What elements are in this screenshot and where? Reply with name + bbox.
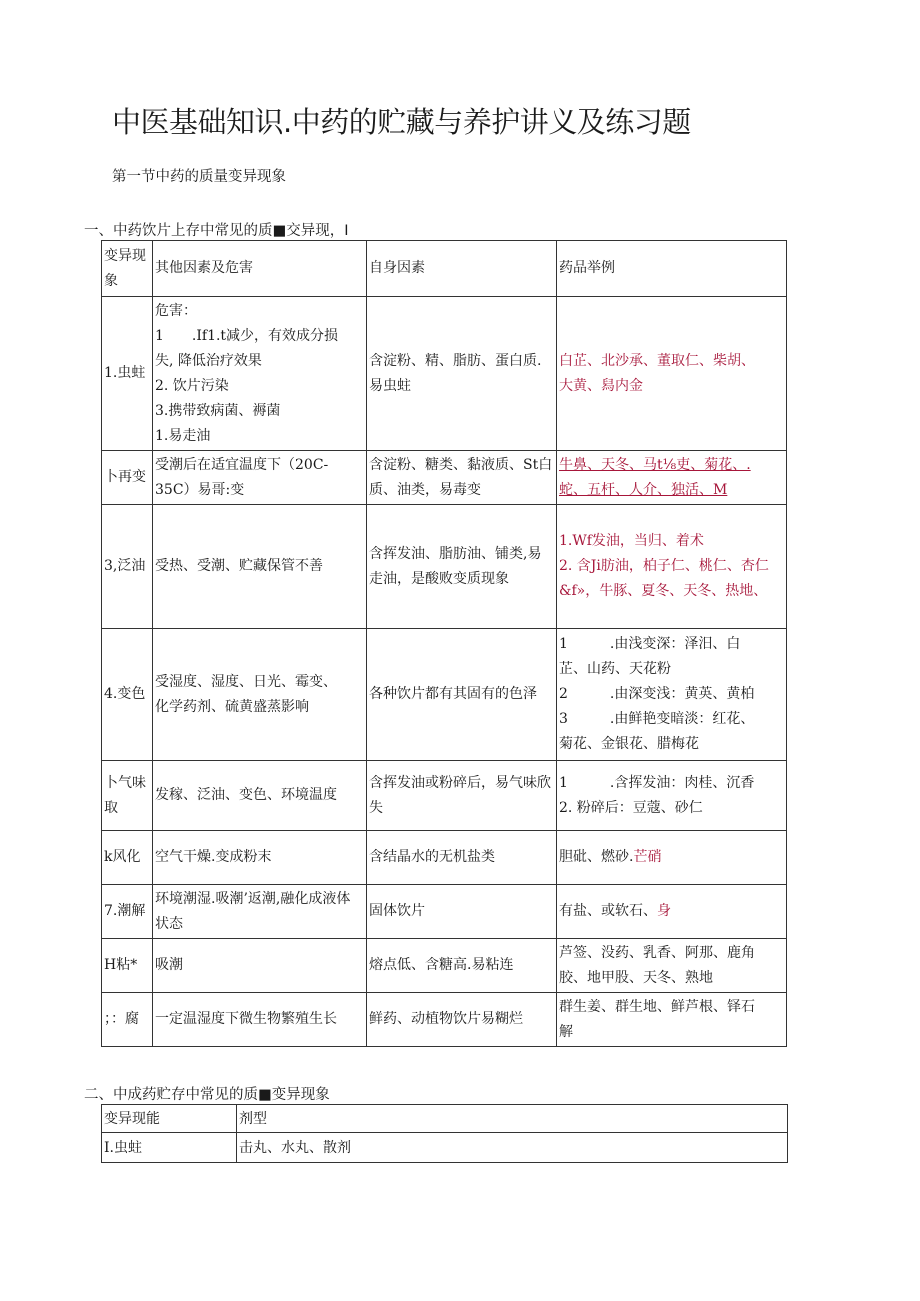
examples-cell [557,993,787,1047]
example-text-highlight: 身 [657,903,671,919]
factor-line: 受湿度、湿度、日光、霉变、 [155,673,337,690]
table-row [102,297,787,451]
factor-line: 失, 降低治疗效果 [155,352,262,369]
example-line: 蛇、五杆、人介、独活、M [559,481,728,498]
example-text: 有盐、或软石、 [559,903,657,919]
example-text: 胆砒、燃砂. [559,849,634,865]
self-factor-cell: 固体饮片 [367,885,557,939]
herb-variation-table [101,240,787,1047]
examples-cell [557,831,787,885]
self-factor-cell: 鲜药、动植物饮片易糊烂 [367,993,557,1047]
variation-name: 卜再变 [102,451,153,505]
example-line: 大黄、舄内金 [559,377,643,394]
factor-line: 35C）易哥:变 [155,481,245,498]
example-line: &f»，牛豚、夏冬、天冬、热地、 [559,583,768,599]
example-line: 1 .含挥发油：肉桂、沉香 [559,774,755,791]
table-row [102,993,787,1047]
example-line: 菊花、金银花、腊梅花 [559,736,699,752]
example-line: 1.Wf发油，当归、着术 [559,533,704,549]
factors-cell: 一定温湿度下微生物繁殖生长 [153,993,367,1047]
variation-name: 4.变色 [102,629,153,761]
factor-line: 1.易走油 [155,427,211,444]
example-line: 3 .由鲜艳变暗淡：红花、 [559,711,755,727]
table-row [102,885,787,939]
example-line: 2 .由深变浅：黄英、黄柏 [559,686,755,702]
variation-name: 卜气味取 [102,761,153,831]
document-title: 中医基础知识.中药的贮藏与养护讲义及练习题 [112,105,691,139]
examples-cell [557,939,787,993]
example-line: 1 .由浅变深：泽汨、白 [559,636,741,652]
table-row [102,629,787,761]
factors-cell: 吸潮 [153,939,367,993]
table-row [102,831,787,885]
examples-cell [557,505,787,629]
variation-name: k风化 [102,831,153,885]
self-factor-cell: 含挥发油或粉碎后，易气味欣失 [367,761,557,831]
example-line: 芷、山药、天花粉 [559,661,671,677]
factors-cell: 空气干燥.变成粉末 [153,831,367,885]
table2-heading: 二、中成药贮存中常见的质■变异现象 [84,1087,330,1103]
variation-name: H粘* [102,939,153,993]
examples-cell [557,761,787,831]
examples-cell [557,629,787,761]
example-line: 胶、地甲股、天冬、熟地 [559,969,713,986]
factors-cell: 受热、受潮、贮藏保管不善 [153,505,367,629]
header-cell: 其他因素及危害 [153,241,367,297]
header-cell: 药品举例 [557,241,787,297]
examples-cell [557,885,787,939]
self-factor-cell: 含淀粉、精、脂肪、蛋白质.易虫蛀 [367,297,557,451]
table-row [102,451,787,505]
table-row [102,505,787,629]
factors-cell: 环境潮湿.吸潮’返潮,融化成液体状态 [153,885,367,939]
examples-cell [557,451,787,505]
factors-cell [153,297,367,451]
factor-line: 受潮后在适宜温度下（20C- [155,456,329,473]
factor-line: 化学药剂、硫黄盛蒸影响 [155,698,309,715]
patent-medicine-variation-table [101,1104,788,1163]
table-row [102,1133,788,1163]
variation-name: I.虫蛀 [102,1133,237,1163]
table-row [102,761,787,831]
self-factor-cell: 熔点低、含糖高.易粘连 [367,939,557,993]
factors-cell [153,451,367,505]
self-factor-cell: 各种饮片都有其固有的色泽 [367,629,557,761]
factors-cell: 发稼、泛油、变色、环境温度 [153,761,367,831]
example-line: 2. 含Ji肪油，柏子仁、桃仁、杏仁 [559,558,769,574]
factor-line: 1 .If1.t减少，有效成分损 [155,327,339,344]
example-text-highlight: 芒硝 [633,849,662,865]
self-factor-cell: 含结晶水的无机盐类 [367,831,557,885]
table-header-row [102,241,787,297]
example-line: 白芷、北沙承、董取仁、柴胡、 [559,352,755,369]
table1-heading: 一、中药饮片上存中常见的质■交异现，I [84,223,349,239]
section-title: 第一节中药的质量变异现象 [112,169,286,185]
example-line: 2. 粉碎后：豆蔻、砂仁 [559,799,703,816]
variation-name: ；：腐 [102,993,153,1047]
header-cell: 变异现象 [102,241,153,297]
dosage-form-cell: 击丸、水丸、散剂 [237,1133,788,1163]
example-line: 牛鼻、天冬、马t⅛吏、菊花、. [559,456,751,473]
factor-line: 3.携带致病菌、褥菌 [155,402,281,419]
table-header-row [102,1105,788,1133]
variation-name: 7.潮解 [102,885,153,939]
variation-name: 1.虫蛀 [102,297,153,451]
example-line: 解 [559,1023,573,1040]
header-cell: 自身因素 [367,241,557,297]
example-line: 群生姜、群生地、鲜芦根、铎石 [559,998,755,1015]
factor-line: 2. 饮片污染 [155,377,229,394]
header-cell: 变异现能 [102,1105,237,1133]
header-cell: 剂型 [237,1105,788,1133]
table-row [102,939,787,993]
factors-cell [153,629,367,761]
examples-cell [557,297,787,451]
example-line: 芦签、没药、乳香、阿那、鹿角 [559,944,755,961]
factor-line: 危害： [155,302,197,319]
self-factor-cell: 含挥发油、脂肪油、铺类,易走油，是酸败变质现象 [367,505,557,629]
self-factor-cell: 含淀粉、糖类、黏液质、St白质、油类，易毒变 [367,451,557,505]
variation-name: 3,泛油 [102,505,153,629]
